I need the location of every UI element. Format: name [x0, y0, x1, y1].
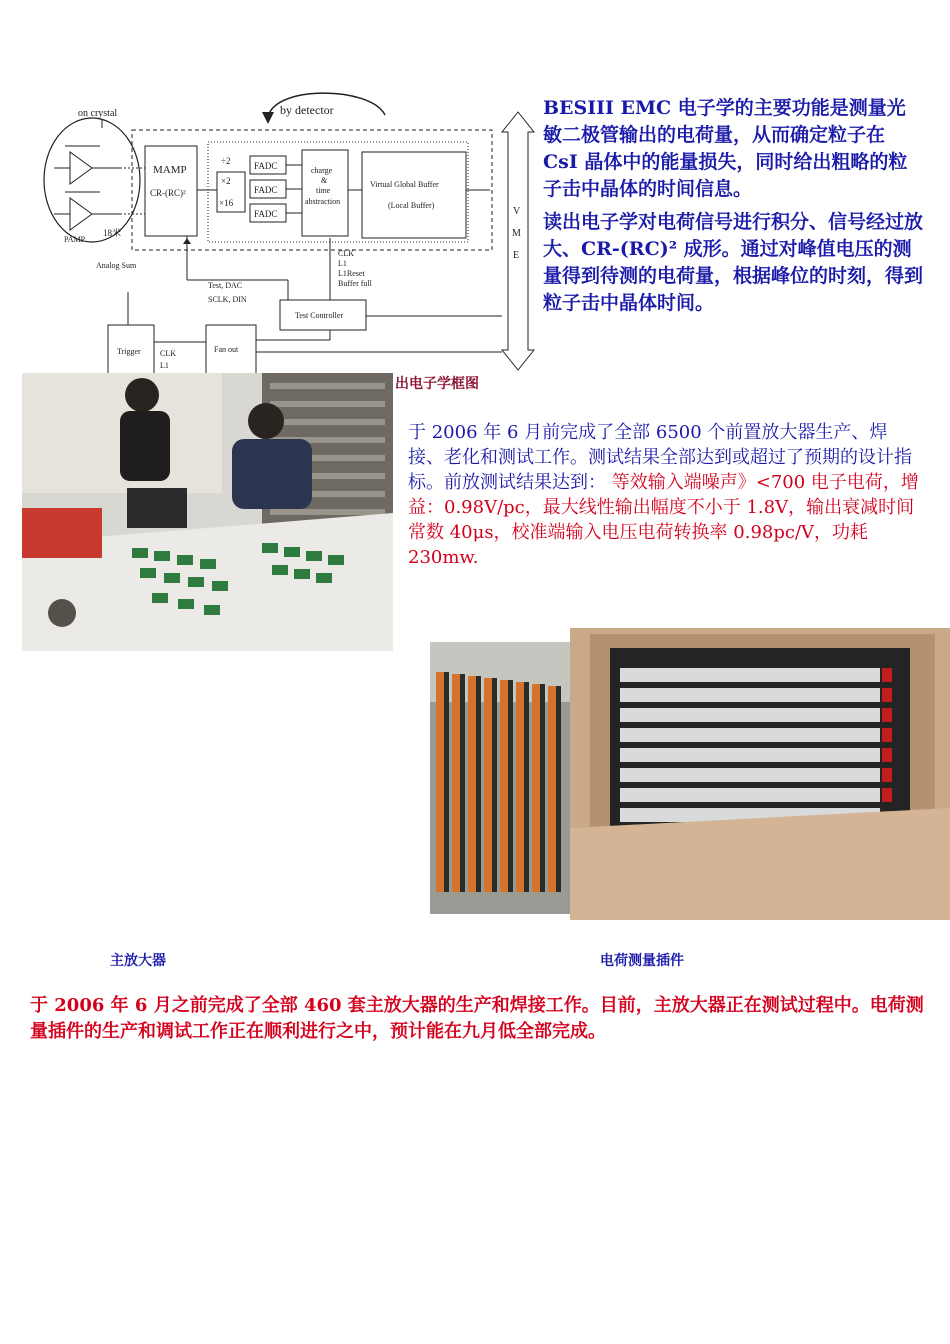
- label-gain-x2: ×2: [221, 176, 231, 186]
- label-mamp: MAMP: [153, 164, 187, 176]
- label-gain-div2: ÷2: [221, 156, 231, 166]
- label-clk: CLK: [338, 249, 354, 258]
- label-vme-m: M: [512, 228, 521, 239]
- intro-paragraph-2: 读出电子学对电荷信号进行积分、信号经过放大、CR-(RC)² 成形。通过对峰值电压的测量得到待测的电荷量，根据峰位的时刻，得到粒子击中晶体时间。: [543, 211, 924, 314]
- photo-charge-module-crate: [570, 628, 950, 920]
- label-test-dac: Test, DAC: [208, 281, 243, 290]
- label-l1-2: L1: [160, 361, 169, 370]
- label-vme-e: E: [513, 250, 520, 261]
- label-on-crystal: on crystal: [78, 108, 118, 119]
- label-fadc-2: FADC: [254, 185, 278, 195]
- label-by-detector: by detector: [280, 103, 334, 117]
- label-fadc-1: FADC: [254, 161, 278, 171]
- label-sclk-din: SCLK, DIN: [208, 295, 247, 304]
- label-cr-rc: CR-(RC)²: [150, 188, 186, 198]
- label-ampersand: &: [321, 176, 328, 185]
- caption-charge-module: 电荷测量插件: [600, 953, 684, 969]
- label-cable-length: 18米: [103, 228, 122, 238]
- label-buffer-full: Buffer full: [338, 279, 372, 288]
- diagram-caption: 出电子学框图: [395, 376, 479, 392]
- label-trigger: Trigger: [117, 347, 141, 356]
- label-test-controller: Test Controller: [295, 311, 344, 320]
- caption-main-amplifier: 主放大器: [110, 953, 166, 969]
- label-fadc-3: FADC: [254, 209, 278, 219]
- summary-text: 于 2006 年 6 月之前完成了全部 460 套主放大器的生产和焊接工作。目前，主放大器正在测试过程中。电荷测量插件的生产和调试工作正在顺利进行之中，预计能在九月低全部完成。: [30, 995, 924, 1042]
- label-fan-out: Fan out: [214, 345, 239, 354]
- intro-paragraph-1: BESIII EMC 电子学的主要功能是测量光敏二极管输出的电荷量，从而确定粒子在 CsI 晶体中的能量损失，同时给出粗略的粒子击中晶体的时间信息。: [543, 97, 908, 200]
- label-abstraction: abstraction: [305, 197, 341, 206]
- label-vme-v: V: [513, 206, 521, 217]
- progress-text: [408, 420, 923, 570]
- label-local-buffer: (Local Buffer): [388, 201, 435, 210]
- label-l1reset: L1Reset: [338, 269, 365, 278]
- readout-block-diagram: [40, 80, 535, 375]
- photo-workers-soldering: [22, 373, 393, 651]
- label-gain-x16: ×16: [219, 198, 234, 208]
- label-pamp: PAMP: [64, 235, 86, 244]
- photo-main-amplifiers: [430, 642, 570, 914]
- label-time: time: [316, 186, 331, 195]
- progress-red: 等效输入端噪声》<700 电子电荷，增益：0.98V/pc，最大线性输出幅度不小于 1.8V，输出衰减时间常数 40μs，校准端输入电压电荷转换率 0.98pc/V，功耗 230mw.: [408, 472, 919, 568]
- label-clk-2: CLK: [160, 349, 176, 358]
- intro-text: [543, 95, 923, 323]
- label-charge: charge: [311, 166, 333, 175]
- label-analog-sum: Analog Sum: [96, 261, 137, 270]
- progress-blue: 于 2006 年 6 月前完成了全部 6500 个前置放大器生产、焊接、老化和测试工作。测试结果全部达到或超过了预期的设计指标。前放测试结果达到：: [408, 422, 912, 493]
- label-l1: L1: [338, 259, 347, 268]
- label-virtual-global-buffer: Virtual Global Buffer: [370, 180, 439, 189]
